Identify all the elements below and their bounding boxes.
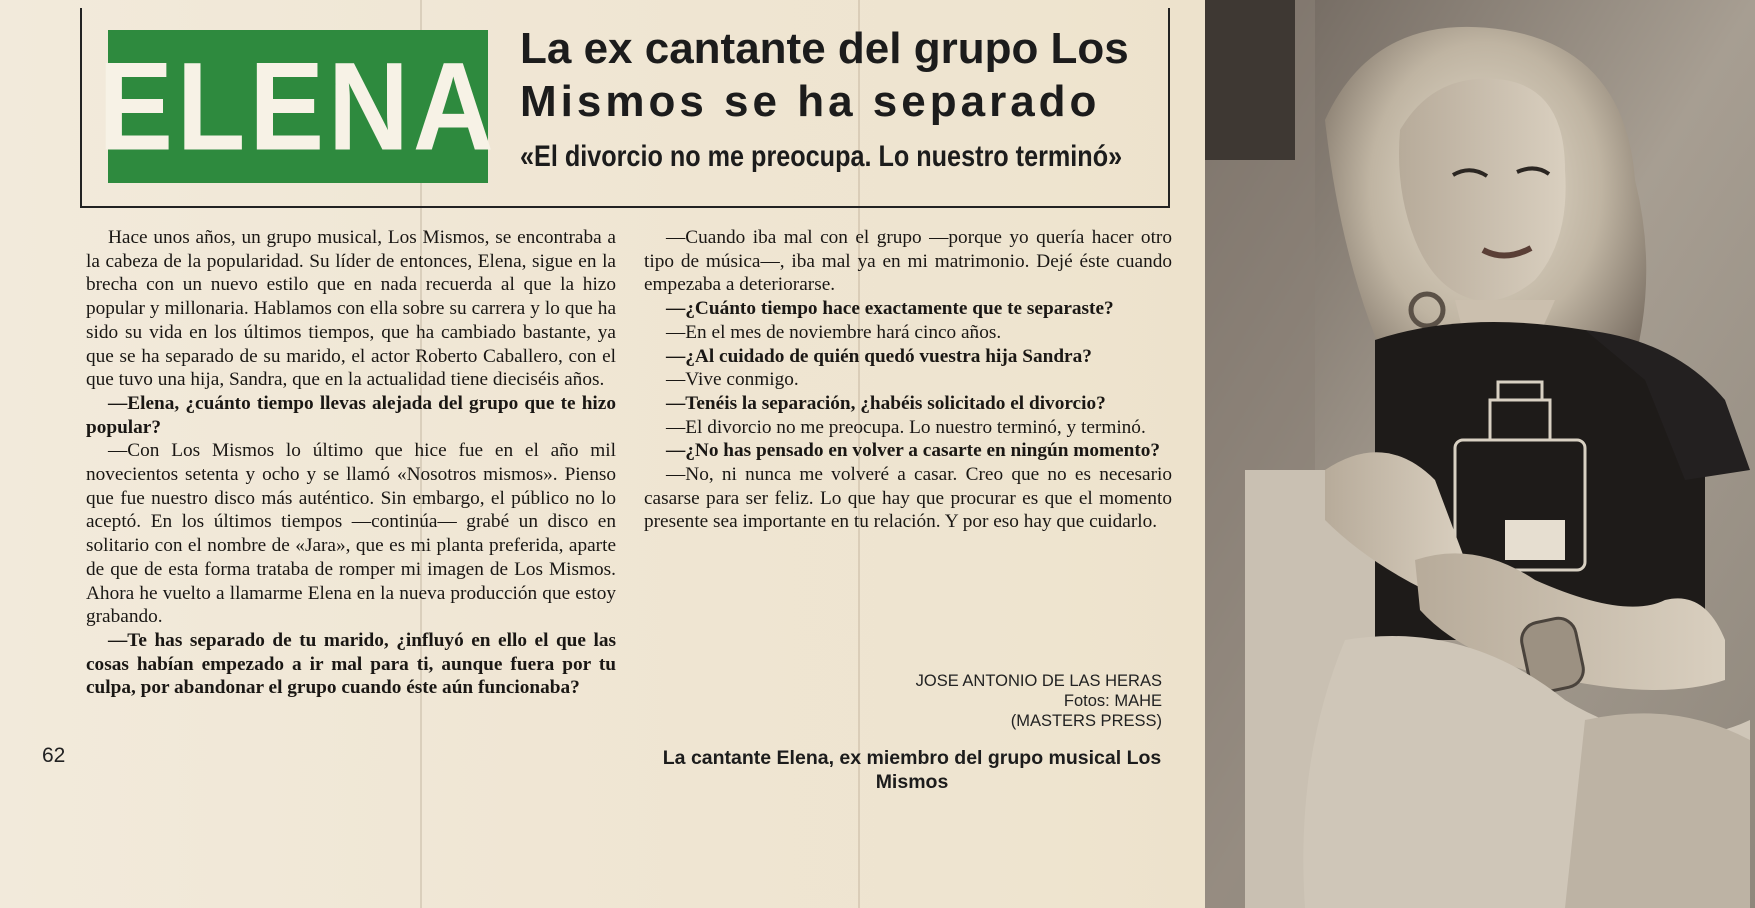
interview-answer: —En el mes de noviembre hará cinco años. [666,321,1002,343]
interview-question: —Elena, ¿cuánto tiempo llevas alejada del grupo que te hizo popular? [86,392,616,438]
headline-line-2: Mismos se ha separado [520,77,1101,126]
headline-line-1: La ex cantante del grupo Los [520,24,1129,73]
article-title: ELENA [98,35,498,176]
interview-question: —Tenéis la separación, ¿habéis solicitado el divorcio? [666,392,1106,414]
interview-answer: —No, ni nunca me volveré a casar. Creo que no es necesario casarse para ser feliz. Lo que hay que procurar es que el momento presente sea importante en tu relación. Y por eso hay que cuidarlo. [644,464,1172,533]
article-column-1 [86,226,616,700]
interview-answer: —Con Los Mismos lo último que hice fue en el año mil novecientos setenta y ocho y se llamó «Nosotros mismos». Pienso que fue nuestro disco más auténtico. Sin embargo, el público no lo aceptó. En los últimos tiempos —continúa— grabé un disco en solitario con el nombre de «Jara», que es mi planta preferida, aparte de que de esta forma trataba de romper mi imagen de Los Mismos. Ahora he vuelto a llamarme Elena en la nueva producción que estoy grabando. [86,440,616,628]
byline-agency: (MASTERS PRESS) [1010,712,1162,730]
portrait-photo [1205,0,1755,908]
article-column-2 [644,226,1172,534]
interview-answer: —Cuando iba mal con el grupo —porque yo quería hacer otro tipo de música—, iba mal ya en mi matrimonio. Dejé éste cuando empezaba a deteriorarse. [644,227,1172,296]
subheadline: «El divorcio no me preocupa. Lo nuestro terminó» [520,140,1123,173]
interview-question: —¿Al cuidado de quién quedó vuestra hija Sandra? [666,345,1092,367]
photo-caption: La cantante Elena, ex miembro del grupo musical Los Mismos [662,747,1162,793]
interview-answer: —El divorcio no me preocupa. Lo nuestro terminó, y terminó. [666,416,1146,438]
page-number: 62 [42,744,66,767]
interview-question: —¿No has pensado en volver a casarte en ningún momento? [666,440,1161,462]
title-block [98,30,498,183]
interview-question: —Te has separado de tu marido, ¿influyó en ello el que las cosas habían empezado a ir mal para ti, aunque fuera por tu culpa, por abandonar el grupo cuando éste aún funcionaba? [86,629,616,699]
byline [830,671,1162,731]
interview-question: —¿Cuánto tiempo hace exactamente que te separaste? [666,298,1114,320]
headline [520,22,1160,128]
byline-photos: Fotos: MAHE [1063,692,1162,710]
intro-paragraph: Hace unos años, un grupo musical, Los Mismos, se encontraba a la cabeza de la popularidad. Su líder de entonces, Elena, sigue en la brecha con un nuevo estilo que en nada recuerda al que la hizo popular y millonaria. Hablamos con ella sobre su carrera y lo que ha sido su vida en los últimos tiempos, que ha cambiado bastante, ya que se ha separado de su marido, el actor Roberto Caballero, con el que tuvo una hija, Sandra, que en la actualidad tiene dieciséis años. [86,227,616,391]
byline-author: JOSE ANTONIO DE LAS HERAS [915,672,1162,690]
interview-answer: —Vive conmigo. [666,369,799,391]
